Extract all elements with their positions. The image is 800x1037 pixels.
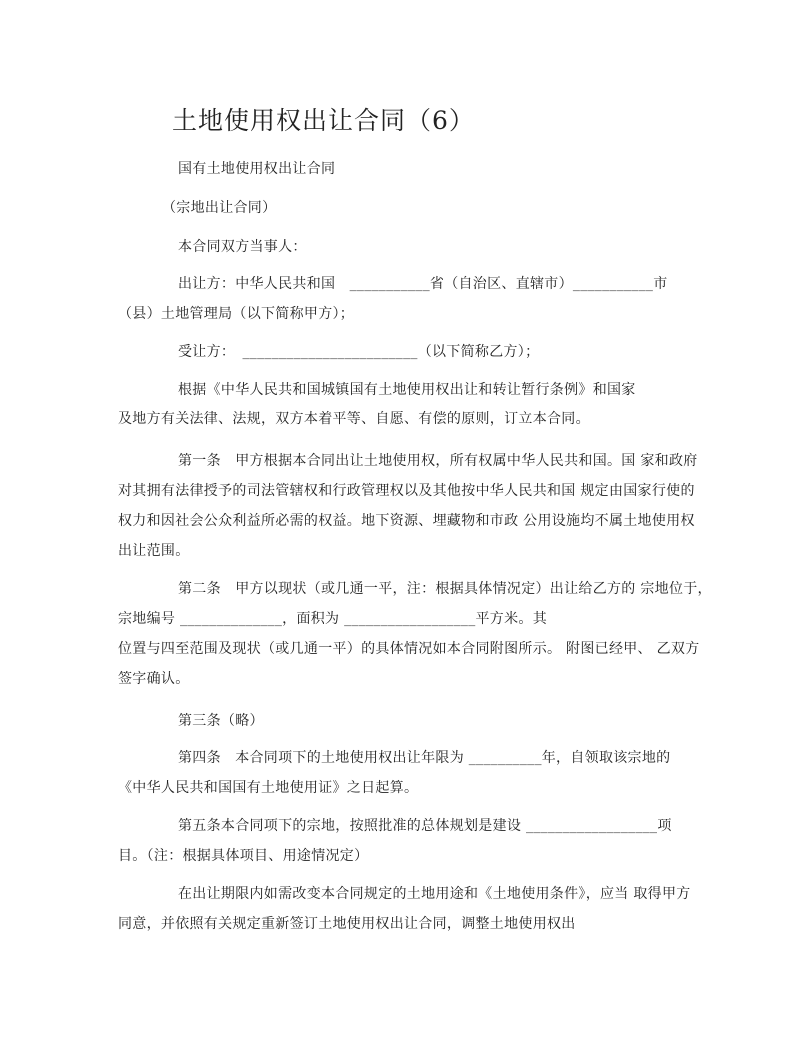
grantor-line-cont: （县）土地管理局（以下简称甲方）；	[118, 306, 355, 322]
document-title: 土地使用权出让合同（6）	[172, 106, 475, 135]
contract-subtitle: （宗地出让合同）	[162, 200, 277, 216]
grantee-line: 受让方： ________________________（以下简称乙方）；	[178, 344, 540, 360]
article-5-line-1: 第五条本合同项下的宗地，按照批准的总体规划是建设 __________________项	[178, 818, 672, 834]
land-use-change-line-2: 同意，并依照有关规定重新签订土地使用权出让合同，调整土地使用权出	[118, 916, 576, 932]
article-4-line-1: 第四条 本合同项下的土地使用权出让年限为 __________年，自领取该宗地的	[178, 750, 671, 766]
land-use-change-line-1: 在出让期限内如需改变本合同规定的土地用途和《土地使用条件》，应当 取得甲方	[178, 886, 691, 902]
contract-name: 国有土地使用权出让合同	[178, 161, 336, 177]
article-2-line-1: 第二条 甲方以现状（或几通一平，注：根据具体情况定）出让给乙方的 宗地位于，	[178, 581, 712, 597]
article-1-line-3: 权力和因社会公众利益所必需的权益。地下资源、埋藏物和市政 公用设施均不属土地使用权	[118, 513, 695, 529]
article-3: 第三条（略）	[178, 713, 264, 729]
parties-heading: 本合同双方当事人：	[178, 239, 307, 255]
preamble-line-1: 根据《中华人民共和国城镇国有土地使用权出让和转让暂行条例》和国家	[178, 382, 636, 398]
article-1-line-4: 出让范围。	[118, 543, 190, 559]
article-2-line-3: 位置与四至范围及现状（或几通一平）的具体情况如本合同附图所示。 附图已经甲、 乙双方	[118, 641, 700, 657]
grantor-line: 出让方：中华人民共和国 ___________省（自治区、直辖市）___________市	[178, 276, 668, 292]
article-5-line-2: 目。（注：根据具体项目、用途情况定）	[118, 848, 369, 864]
article-2-line-4: 签字确认。	[118, 671, 190, 687]
preamble-line-2: 及地方有关法律、法规，双方本着平等、自愿、有偿的原则，订立本合同。	[118, 411, 590, 427]
article-1-line-1: 第一条 甲方根据本合同出让土地使用权，所有权属中华人民共和国。国 家和政府	[178, 453, 698, 469]
article-4-line-2: 《中华人民共和国国有土地使用证》之日起算。	[118, 780, 419, 796]
article-2-line-2: 宗地编号 ______________，面积为 __________________平方米。其	[118, 611, 547, 627]
article-1-line-2: 对其拥有法律授予的司法管辖权和行政管理权以及其他按中华人民共和国 规定由国家行使的	[118, 483, 695, 499]
